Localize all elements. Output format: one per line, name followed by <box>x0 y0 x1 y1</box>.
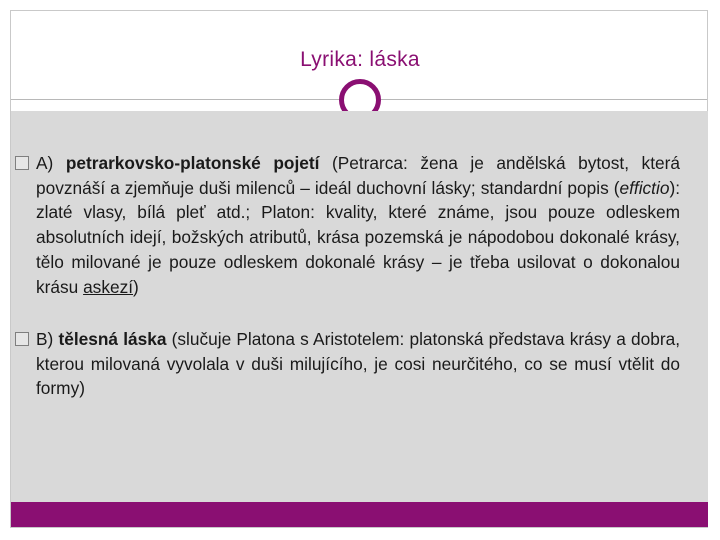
title-divider-right <box>381 99 707 100</box>
item-italic-term: effictio <box>619 177 670 198</box>
item-prefix: B) <box>36 329 59 349</box>
square-bullet-icon <box>15 156 29 170</box>
title-divider-left <box>11 99 339 100</box>
footer-band <box>11 502 708 527</box>
list-item-b <box>36 327 680 401</box>
list-item-a <box>36 151 680 299</box>
item-prefix: A) <box>36 153 66 173</box>
item-text: ): zlaté vlasy, bílá pleť atd.; Platon: kvality, které známe, jsou pouze odleskem absolutních idejí, božských atributů, krása pozemská je nápodobou dokonalé krásy, tělo milované je pouze odleskem dokonalé krásy – je třeba usilovat o dokonalou krásu <box>36 177 680 297</box>
square-bullet-icon <box>15 332 29 346</box>
item-text: ) <box>133 276 139 297</box>
item-term: petrarkovsko-platonské pojetí <box>65 153 320 173</box>
slide-title: Lyrika: láska <box>300 48 420 71</box>
item-underlined-term: askezí <box>83 276 134 297</box>
item-text: (Petrarca: žena je andělská bytost, která povznáší a zjemňuje duši milenců – ideál duchovní lásky; standardní popis ( <box>36 153 680 198</box>
item-text: (slučuje Platona s Aristotelem: platonská představa krásy a dobra, kterou milovaná vyvolala v duši milujícího, je cosi neurčitého, co se musí vtělit do formy) <box>36 329 680 399</box>
item-term: tělesná láska <box>58 329 167 349</box>
